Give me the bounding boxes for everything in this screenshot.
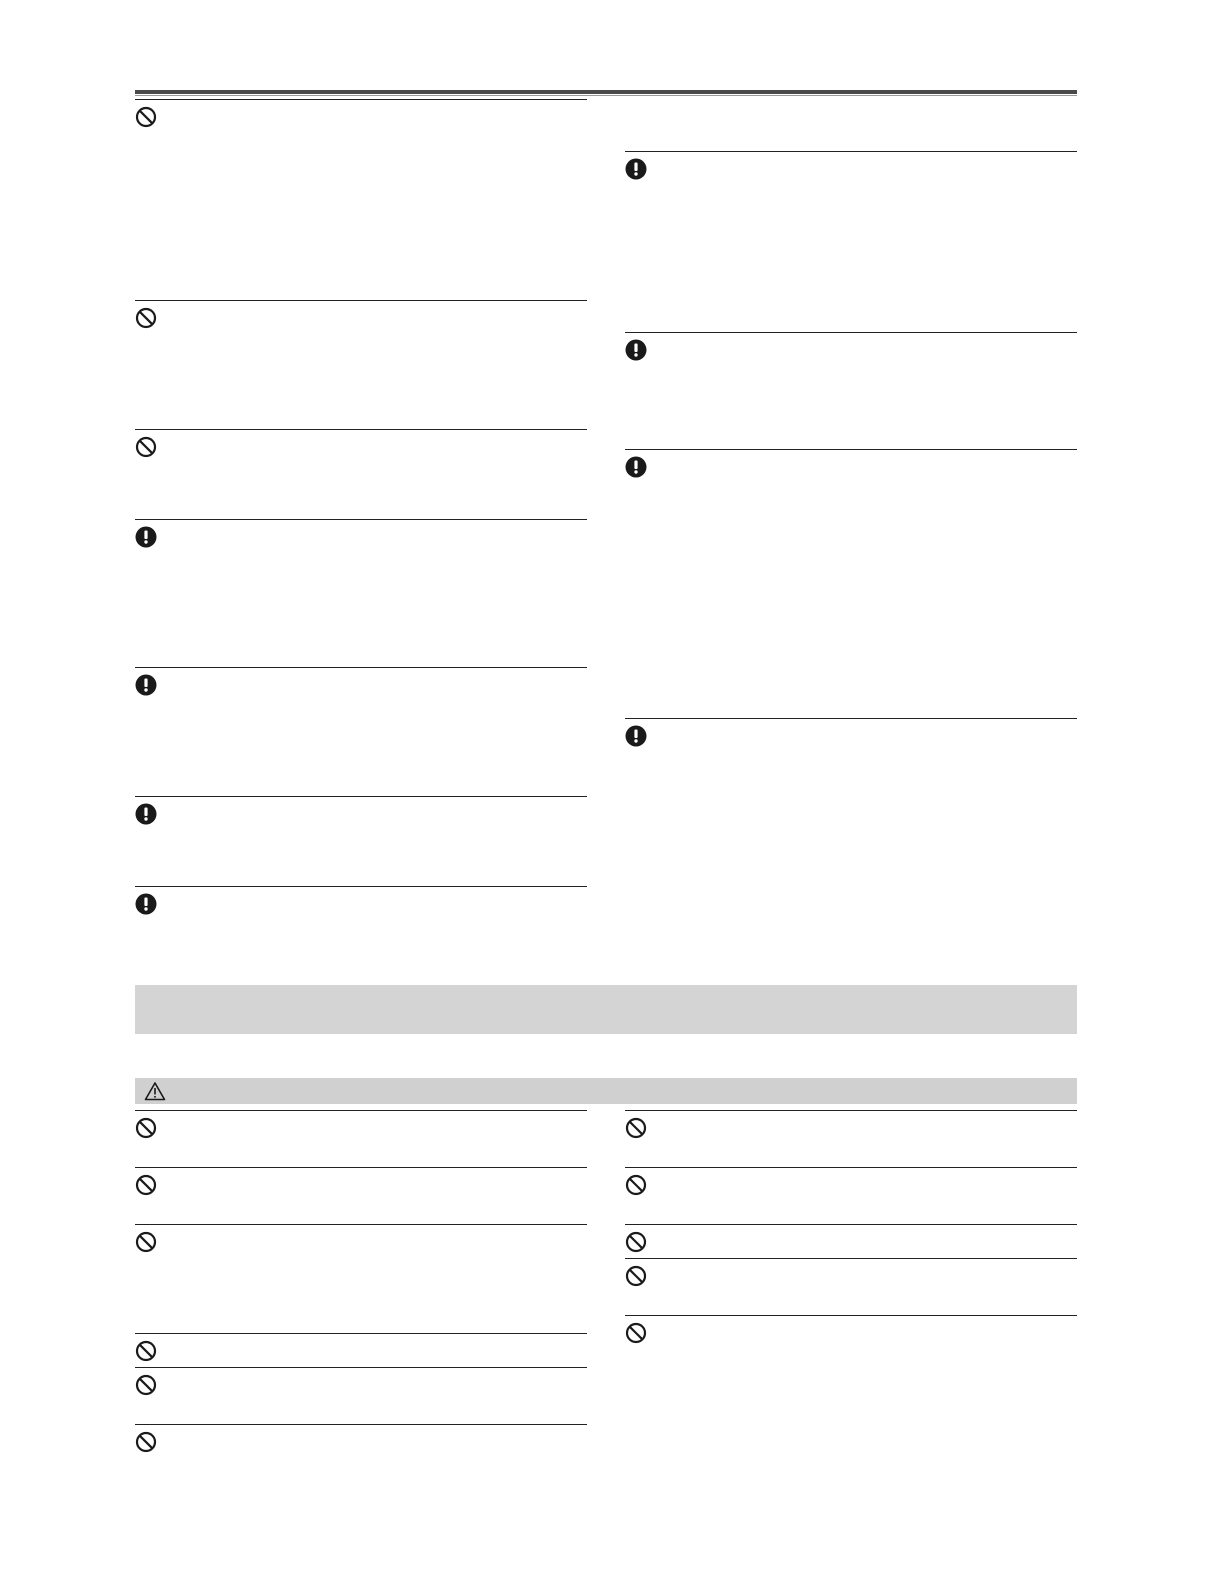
section-heading-band: [135, 985, 1077, 1034]
mandatory-action-icon: [135, 803, 157, 825]
prohibition-icon: [135, 307, 157, 329]
prohibition-icon: [135, 1231, 157, 1253]
item-divider: [135, 1110, 587, 1111]
item-divider: [135, 1367, 587, 1368]
prohibition-icon: [135, 1431, 157, 1453]
header-rule-thin: [135, 95, 1077, 96]
prohibition-icon: [135, 436, 157, 458]
mandatory-action-icon: [135, 674, 157, 696]
item-divider: [625, 718, 1077, 719]
item-divider: [625, 332, 1077, 333]
item-divider: [135, 1333, 587, 1334]
prohibition-icon: [135, 1340, 157, 1362]
item-divider: [135, 1224, 587, 1225]
mandatory-action-icon: [625, 725, 647, 747]
item-divider: [135, 1167, 587, 1168]
item-divider: [625, 1110, 1077, 1111]
prohibition-icon: [625, 1174, 647, 1196]
item-divider: [135, 1424, 587, 1425]
item-divider: [625, 1258, 1077, 1259]
mandatory-action-icon: [625, 158, 647, 180]
prohibition-icon: [135, 1374, 157, 1396]
header-rule-thick: [135, 90, 1077, 94]
prohibition-icon: [135, 1174, 157, 1196]
item-divider: [135, 796, 587, 797]
mandatory-action-icon: [625, 339, 647, 361]
mandatory-action-icon: [625, 456, 647, 478]
item-divider: [135, 886, 587, 887]
warning-triangle-icon: [144, 1081, 166, 1101]
prohibition-icon: [625, 1265, 647, 1287]
mandatory-action-icon: [135, 893, 157, 915]
item-divider: [625, 449, 1077, 450]
caution-header-bar: [135, 1078, 1077, 1104]
prohibition-icon: [625, 1231, 647, 1253]
item-divider: [135, 519, 587, 520]
item-divider: [135, 300, 587, 301]
prohibition-icon: [135, 1117, 157, 1139]
item-divider: [135, 667, 587, 668]
mandatory-action-icon: [135, 526, 157, 548]
item-divider: [625, 1315, 1077, 1316]
item-divider: [135, 99, 587, 100]
item-divider: [135, 429, 587, 430]
prohibition-icon: [135, 106, 157, 128]
prohibition-icon: [625, 1322, 647, 1344]
item-divider: [625, 151, 1077, 152]
item-divider: [625, 1224, 1077, 1225]
prohibition-icon: [625, 1117, 647, 1139]
item-divider: [625, 1167, 1077, 1168]
